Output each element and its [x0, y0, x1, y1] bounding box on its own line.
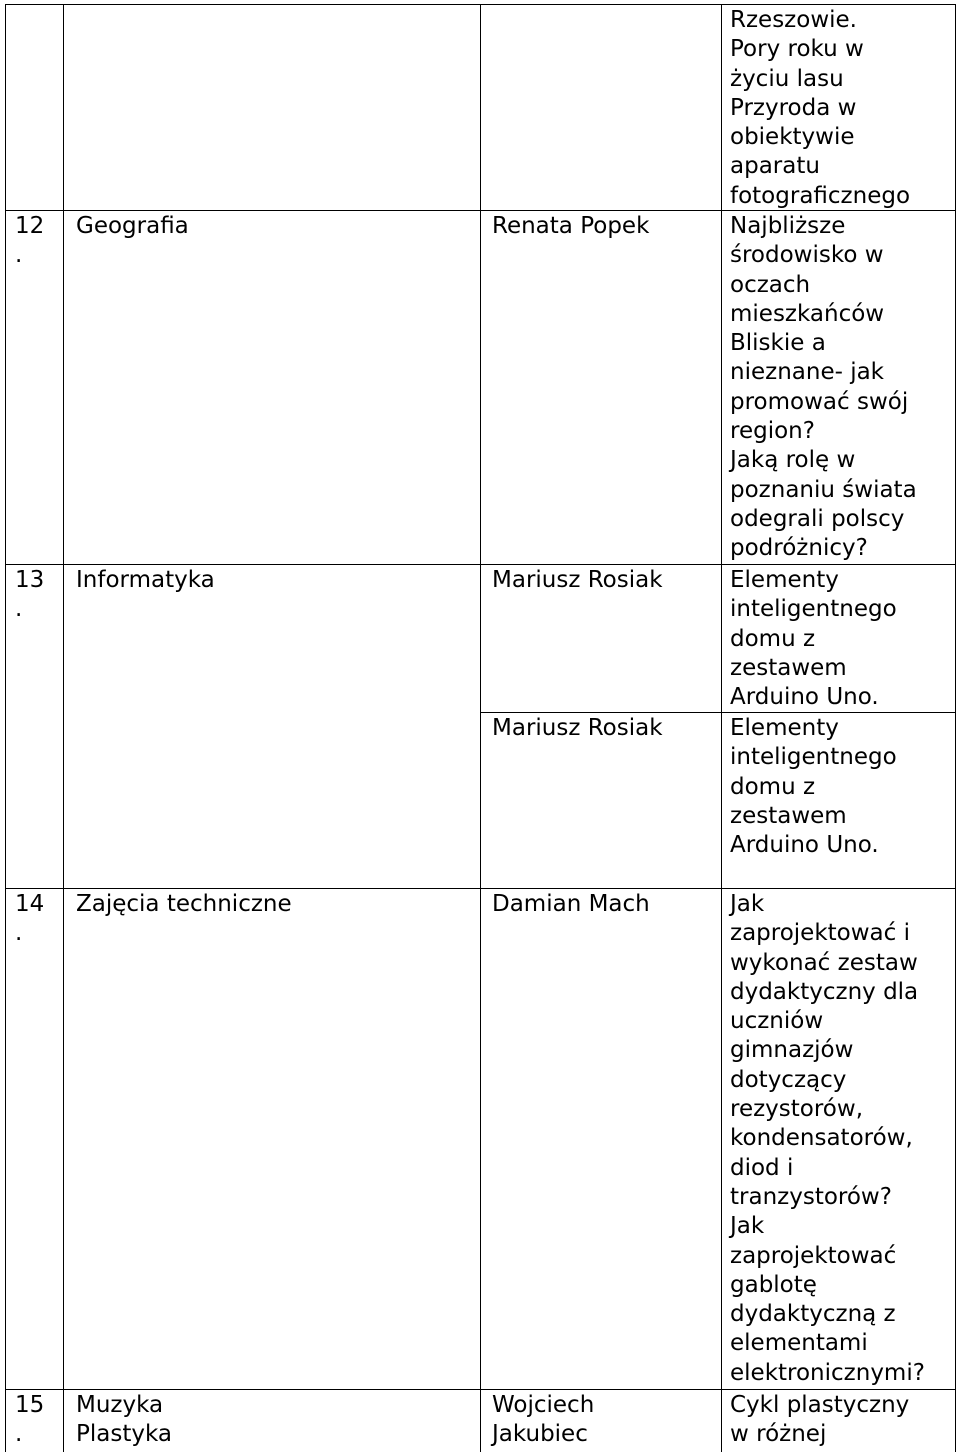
- topic-line: wykonać zestaw: [730, 949, 918, 976]
- subject-cell: Informatyka: [76, 567, 215, 593]
- topic-line: inteligentnego: [730, 596, 897, 623]
- row-number: 12 .: [15, 213, 45, 269]
- topic-line: zaprojektować i: [730, 920, 910, 947]
- subject-cell: Zajęcia techniczne: [76, 891, 292, 917]
- topic-line: elementami: [730, 1330, 868, 1357]
- topic-line: zestawem: [730, 802, 847, 829]
- topic-line: Przyroda w: [730, 94, 857, 121]
- topic-line: aparatu: [730, 153, 820, 180]
- topic-line: zestawem: [730, 654, 847, 681]
- topic-line: elektronicznymi?: [730, 1359, 925, 1386]
- subject-cell: Geografia: [76, 213, 189, 239]
- topic-line: Pory roku w: [730, 36, 864, 63]
- topic-line: Rzeszowie.: [730, 7, 857, 33]
- row-number: 13 .: [15, 567, 45, 623]
- topic-line: fotograficznego: [730, 182, 911, 209]
- topic-line: region?: [730, 418, 815, 445]
- teacher-cell: Renata Popek: [492, 213, 650, 239]
- topic-line: mieszkańców: [730, 300, 885, 327]
- topic-line: inteligentnego: [730, 744, 897, 771]
- topic-line: zaprojektować: [730, 1242, 897, 1269]
- topic-line: Elementy: [730, 567, 839, 593]
- topic-line: tranzystorów?: [730, 1183, 892, 1210]
- topic-cell: [730, 212, 956, 564]
- topic-line: Najbliższe: [730, 213, 846, 239]
- topic-line: oczach: [730, 271, 811, 298]
- table-divider-num: [63, 4, 64, 1452]
- topic-line: odegrali polscy: [730, 505, 905, 532]
- teacher-cell: Mariusz Rosiak: [492, 715, 663, 741]
- row-separator: [5, 564, 956, 565]
- topic-line: Jak: [730, 1213, 765, 1240]
- row-separator: [5, 888, 956, 889]
- topic-line: Bliskie a: [730, 330, 826, 357]
- topic-line: Arduino Uno.: [730, 684, 879, 711]
- topic-line: diod i: [730, 1154, 794, 1181]
- row-number: 15 .: [15, 1392, 45, 1448]
- topic-cell: [730, 714, 956, 860]
- topic-line: poznaniu świata: [730, 476, 917, 503]
- topic-line: życiu lasu: [730, 65, 844, 92]
- topic-line: dydaktyczną z: [730, 1301, 896, 1328]
- topic-cell: [730, 566, 956, 712]
- topic-line: Elementy: [730, 715, 839, 741]
- topic-line: Jaką rolę w: [730, 447, 856, 474]
- topic-line: uczniów: [730, 1008, 824, 1035]
- topic-line: dydaktyczny dla: [730, 978, 919, 1005]
- topic-line: rezystorów,: [730, 1096, 864, 1123]
- row-separator: [5, 1389, 956, 1390]
- topic-cell: [730, 6, 956, 211]
- topic-line: w różnej: [730, 1421, 827, 1448]
- teacher-cell: Wojciech Jakubiec: [492, 1392, 595, 1448]
- topic-line: nieznane- jak: [730, 359, 885, 386]
- topic-line: domu z: [730, 773, 816, 800]
- topic-cell: [730, 890, 956, 1388]
- topic-line: domu z: [730, 625, 816, 652]
- topic-line: środowisko w: [730, 242, 884, 269]
- table-divider-subject: [480, 4, 481, 1452]
- table-border-top: [5, 4, 956, 5]
- teacher-cell: Damian Mach: [492, 891, 650, 917]
- topic-line: podróżnicy?: [730, 535, 868, 562]
- teacher-cell: Mariusz Rosiak: [492, 567, 663, 593]
- topic-line: dotyczący: [730, 1066, 847, 1093]
- topic-line: gimnazjów: [730, 1037, 854, 1064]
- topic-line: promować swój: [730, 388, 909, 415]
- subject-cell: Muzyka Plastyka: [76, 1392, 172, 1448]
- topic-line: Cykl plastyczny: [730, 1392, 910, 1418]
- topic-line: obiektywie: [730, 124, 855, 151]
- topic-line: Arduino Uno.: [730, 832, 879, 859]
- table-border-left: [5, 4, 6, 1452]
- topic-line: gablotę: [730, 1271, 817, 1298]
- table-divider-teacher: [721, 4, 722, 1452]
- row-number: 14 .: [15, 891, 45, 947]
- topic-line: kondensatorów,: [730, 1125, 913, 1152]
- topic-cell: [730, 1391, 956, 1450]
- topic-line: Jak: [730, 891, 765, 917]
